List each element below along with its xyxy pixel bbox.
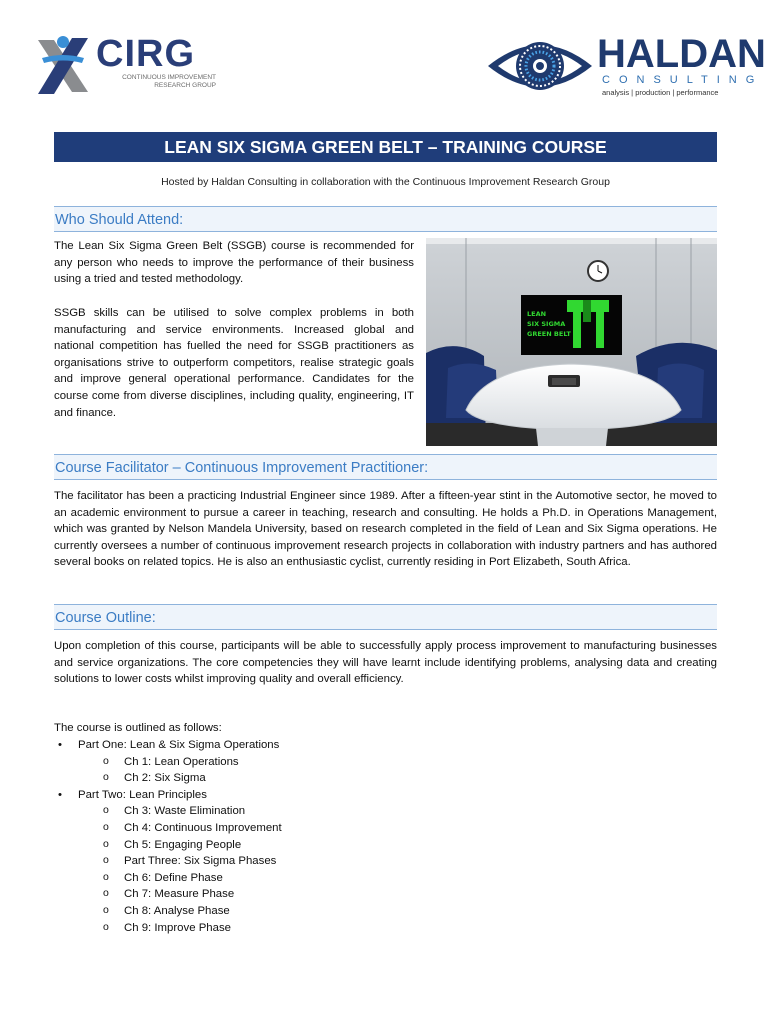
outline-paragraph: Upon completion of this course, participants will be able to successfully apply process improvement to manufacturing businesses and service organizations. The core competencies they will have learnt include identifying problems, analysing data and creating solutions to lower costs whilst improving quality and overall efficiency. [54,640,717,686]
outline-chapter-item: o Ch 5: Engaging People [54,837,717,854]
facilitator-paragraph: The facilitator has been a practicing Industrial Engineer since 1989. After a fifteen-year stint in the Automotive sector, he moved to an academic environment to pursue a career in teaching, research and consulting. He holds a Ph.D. in Operations Management, which was granted by Nelson Mandela University, based on research completed in the field of Lean and Six Sigma operations. He currently oversees a number of continuous improvement research projects in collaboration with industry partners and has authored several books on related topics. He is also an enthusiastic cyclist, currently residing in Port Elizabeth, South Africa. [54,490,717,569]
section-header-course-facilitator: Course Facilitator – Continuous Improvement Practitioner: [54,454,717,480]
tv-line-3: GREEN BELT [527,330,571,338]
cirg-subtitle [98,74,216,90]
tv-line-2: SIX SIGMA [527,320,566,328]
outline-part-item: • Part Two: Lean Principles [54,787,717,804]
outline-chapter-item: o Ch 2: Six Sigma [54,770,717,787]
outline-chapter-item: o Ch 4: Continuous Improvement [54,820,717,837]
outline-list [54,737,717,936]
outline-intro: The course is outlined as follows: [54,722,222,734]
outline-part-item: • Part One: Lean & Six Sigma Operations [54,737,717,754]
outline-chapter-item: o Ch 7: Measure Phase [54,886,717,903]
meeting-room-photo [426,238,717,446]
eye-icon [484,30,596,102]
hosted-by-line: Hosted by Haldan Consulting in collaboration with the Continuous Improvement Research Group [161,176,610,188]
outline-chapter-item: o Part Three: Six Sigma Phases [54,853,717,870]
outline-chapter-item: o Ch 9: Improve Phase [54,920,717,937]
cirg-logo [32,30,216,102]
who-paragraph-1: The Lean Six Sigma Green Belt (SSGB) course is recommended for any person who needs to improve the performance of their business using a tried and tested methodology. [54,240,414,286]
outline-chapter-item: o Ch 8: Analyse Phase [54,903,717,920]
cirg-subtitle-line2: RESEARCH GROUP [154,82,216,89]
outline-chapter-item: o Ch 3: Waste Elimination [54,803,717,820]
cirg-mark-icon [32,32,94,98]
page-title: LEAN SIX SIGMA GREEN BELT – TRAINING COURSE [54,132,717,162]
haldan-subtitle: CONSULTING [602,74,764,86]
who-paragraph-2: SSGB skills can be utilised to solve complex problems in both manufacturing and service environments. Increased global and national competition has fuelled the need for SSGB practitioners as organisations strive to outperform competitors, realise strategic goals and improve general operational performance. Candidates for the course come from diverse disciplines, including quality, engineering, IT and finance. [54,307,414,419]
cirg-wordmark: CIRG [96,33,195,75]
section-header-who-should-attend: Who Should Attend: [54,206,717,232]
outline-chapter-item: o Ch 1: Lean Operations [54,754,717,771]
section-header-course-outline: Course Outline: [54,604,717,630]
outline-chapter-item: o Ch 6: Define Phase [54,870,717,887]
haldan-tagline: analysis | production | performance [602,88,719,97]
tv-line-1: LEAN [527,310,547,318]
haldan-logo [484,30,766,102]
cirg-subtitle-line1: CONTINUOUS IMPROVEMENT [122,74,216,81]
haldan-wordmark: HALDAN [597,32,766,76]
